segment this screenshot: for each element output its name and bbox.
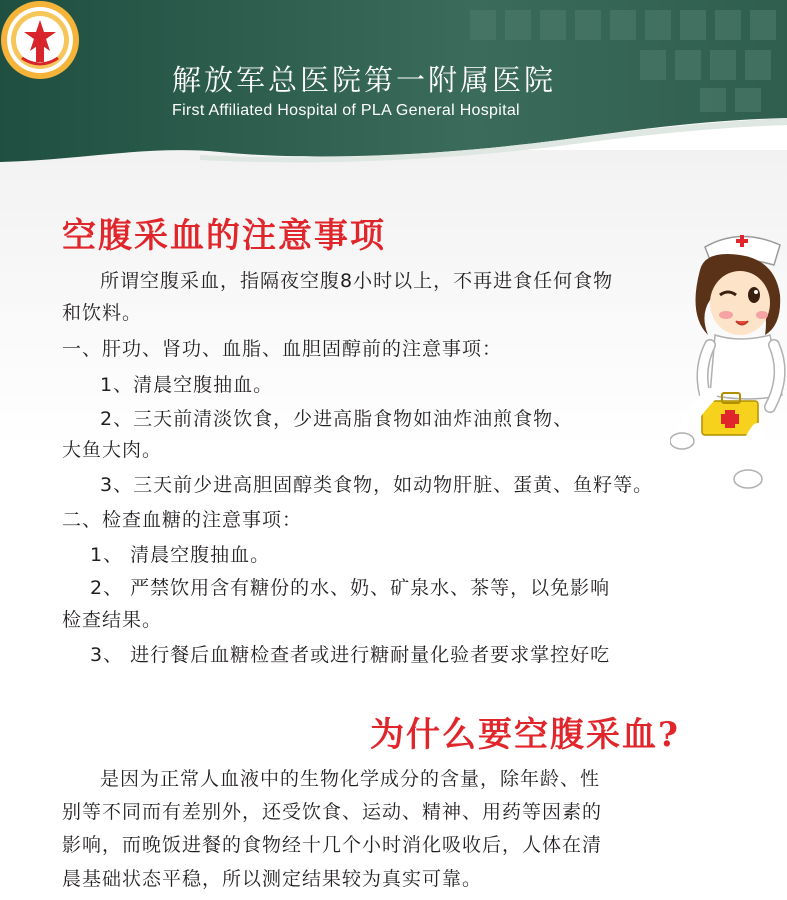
hospital-header (0, 0, 787, 160)
list-heading: 一、肝功、肾功、血脂、血胆固醇前的注意事项： (62, 338, 503, 360)
list-item: 大鱼大肉。 (62, 439, 163, 461)
list-item: 1、 清晨空腹抽血。 (90, 544, 271, 566)
list-item: 2、 严禁饮用含有糖份的水、奶、矿泉水、茶等，以免影响 (90, 577, 611, 599)
hospital-name-cn: 解放军总医院第一附属医院 (172, 63, 557, 97)
nurse-illustration (670, 225, 787, 495)
list-heading: 二、检查血糖的注意事项： (62, 509, 303, 531)
list-item: 3、三天前少进高胆固醇类食物，如动物肝脏、蛋黄、鱼籽等。 (100, 474, 654, 496)
list-item: 1、清晨空腹抽血。 (100, 374, 274, 396)
paragraph-line: 晨基础状态平稳，所以测定结果较为真实可靠。 (62, 868, 483, 890)
hospital-logo (0, 0, 80, 80)
list-item: 3、 进行餐后血糖检查者或进行糖耐量化验者要求掌控好吃 (90, 644, 611, 666)
list-item: 检查结果。 (62, 609, 163, 631)
paragraph-line: 是因为正常人血液中的生物化学成分的含量，除年龄、性 (100, 768, 601, 790)
list-item: 2、三天前清淡饮食，少进高脂食物如油炸油煎食物、 (100, 408, 574, 430)
section-title-why-fasting: 为什么要空腹采血? (370, 715, 680, 755)
hospital-name-en: First Affiliated Hospital of PLA General Hospital (172, 102, 520, 119)
paragraph-line: 别等不同而有差别外，还受饮食、运动、精神、用药等因素的 (62, 801, 603, 823)
section-title-fasting-notes: 空腹采血的注意事项 (62, 216, 386, 256)
paragraph-line: 影响，而晚饭进餐的食物经十几个小时消化吸收后，人体在清 (62, 834, 603, 856)
intro-line: 和饮料。 (62, 302, 143, 324)
intro-line: 所谓空腹采血，指隔夜空腹8小时以上，不再进食任何食物 (100, 270, 614, 292)
